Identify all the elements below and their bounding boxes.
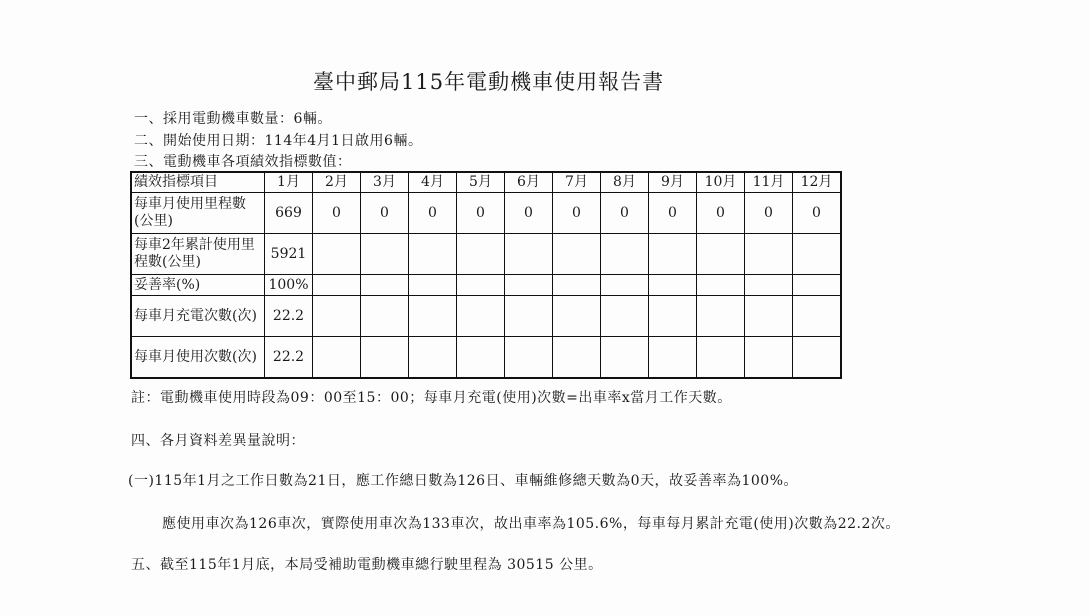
value-cell xyxy=(409,296,457,337)
table-row xyxy=(131,296,841,337)
section-five: 五、截至115年1月底，本局受補助電動機車總行駛里程為 30515 公里。 xyxy=(131,557,603,573)
section-four: 四、各月資料差異量說明： xyxy=(131,433,305,449)
value-cell: 0 xyxy=(457,193,505,234)
header-cell: 12月 xyxy=(793,172,842,193)
value-cell: 0 xyxy=(361,193,409,234)
header-cell: 1月 xyxy=(265,172,313,193)
value-cell xyxy=(745,275,793,296)
row-label: 妥善率(%) xyxy=(131,275,265,296)
section-four-detail-2: 應使用車次為126車次，實際使用車次為133車次，故出車率為105.6%，每車每月累計充電(使用)次數為22.2次。 xyxy=(162,516,900,532)
item-two: 二、開始使用日期：114年4月1日啟用6輛。 xyxy=(134,133,423,149)
row-label: 每車月充電次數(次) xyxy=(131,296,265,337)
value-cell: 100% xyxy=(265,275,313,296)
value-cell xyxy=(361,275,409,296)
value-cell xyxy=(697,337,745,379)
value-cell xyxy=(313,337,361,379)
value-cell xyxy=(601,275,649,296)
value-cell xyxy=(745,296,793,337)
value-cell xyxy=(793,296,842,337)
value-cell xyxy=(553,296,601,337)
value-cell xyxy=(649,296,697,337)
value-cell xyxy=(745,234,793,275)
value-cell: 0 xyxy=(409,193,457,234)
value-cell xyxy=(361,337,409,379)
header-cell: 6月 xyxy=(505,172,553,193)
header-cell: 11月 xyxy=(745,172,793,193)
value-cell xyxy=(409,234,457,275)
value-cell: 22.2 xyxy=(265,296,313,337)
header-cell: 10月 xyxy=(697,172,745,193)
header-cell: 2月 xyxy=(313,172,361,193)
header-cell: 4月 xyxy=(409,172,457,193)
row-label: 每車月使用次數(次) xyxy=(131,337,265,379)
value-cell xyxy=(697,296,745,337)
value-cell xyxy=(793,275,842,296)
value-cell: 0 xyxy=(553,193,601,234)
value-cell: 0 xyxy=(697,193,745,234)
value-cell xyxy=(601,234,649,275)
value-cell xyxy=(409,337,457,379)
table-row xyxy=(131,234,841,275)
value-cell xyxy=(313,275,361,296)
header-cell: 8月 xyxy=(601,172,649,193)
row-label: 每車月使用里程數(公里) xyxy=(131,193,265,234)
header-cell: 9月 xyxy=(649,172,697,193)
header-cell: 5月 xyxy=(457,172,505,193)
value-cell xyxy=(313,296,361,337)
value-cell xyxy=(505,337,553,379)
table-row xyxy=(131,337,841,379)
value-cell xyxy=(361,296,409,337)
value-cell: 5921 xyxy=(265,234,313,275)
table-header-row xyxy=(131,172,841,193)
value-cell xyxy=(601,296,649,337)
value-cell xyxy=(793,234,842,275)
value-cell xyxy=(505,234,553,275)
kpi-table xyxy=(130,171,842,379)
value-cell: 0 xyxy=(745,193,793,234)
value-cell xyxy=(457,234,505,275)
header-cell: 3月 xyxy=(361,172,409,193)
value-cell: 0 xyxy=(313,193,361,234)
item-one: 一、採用電動機車數量：6輛。 xyxy=(134,111,332,127)
value-cell xyxy=(457,296,505,337)
value-cell xyxy=(649,337,697,379)
value-cell: 0 xyxy=(793,193,842,234)
header-cell: 7月 xyxy=(553,172,601,193)
value-cell xyxy=(457,275,505,296)
value-cell xyxy=(505,275,553,296)
value-cell: 0 xyxy=(649,193,697,234)
table-note: 註：電動機車使用時段為09：00至15：00；每車月充電(使用)次數=出車率x當月工作天數。 xyxy=(131,390,732,406)
value-cell xyxy=(553,234,601,275)
value-cell: 0 xyxy=(505,193,553,234)
document-title: 臺中郵局115年電動機車使用報告書 xyxy=(313,70,665,94)
value-cell xyxy=(409,275,457,296)
value-cell xyxy=(649,275,697,296)
value-cell xyxy=(457,337,505,379)
value-cell: 669 xyxy=(265,193,313,234)
value-cell xyxy=(601,337,649,379)
table-row xyxy=(131,193,841,234)
value-cell xyxy=(505,296,553,337)
value-cell xyxy=(697,234,745,275)
value-cell xyxy=(697,275,745,296)
value-cell: 0 xyxy=(601,193,649,234)
section-four-detail-1: (一)115年1月之工作日數為21日，應工作總日數為126日、車輛維修總天數為0天，故妥善率為100%。 xyxy=(128,473,799,489)
item-three: 三、電動機車各項績效指標數值： xyxy=(134,154,352,170)
row-label: 每車2年累計使用里程數(公里) xyxy=(131,234,265,275)
value-cell xyxy=(553,275,601,296)
value-cell xyxy=(553,337,601,379)
value-cell xyxy=(745,337,793,379)
value-cell xyxy=(793,337,842,379)
value-cell xyxy=(361,234,409,275)
value-cell xyxy=(649,234,697,275)
value-cell: 22.2 xyxy=(265,337,313,379)
value-cell xyxy=(313,234,361,275)
header-cell: 績效指標項目 xyxy=(131,172,265,193)
table-row xyxy=(131,275,841,296)
